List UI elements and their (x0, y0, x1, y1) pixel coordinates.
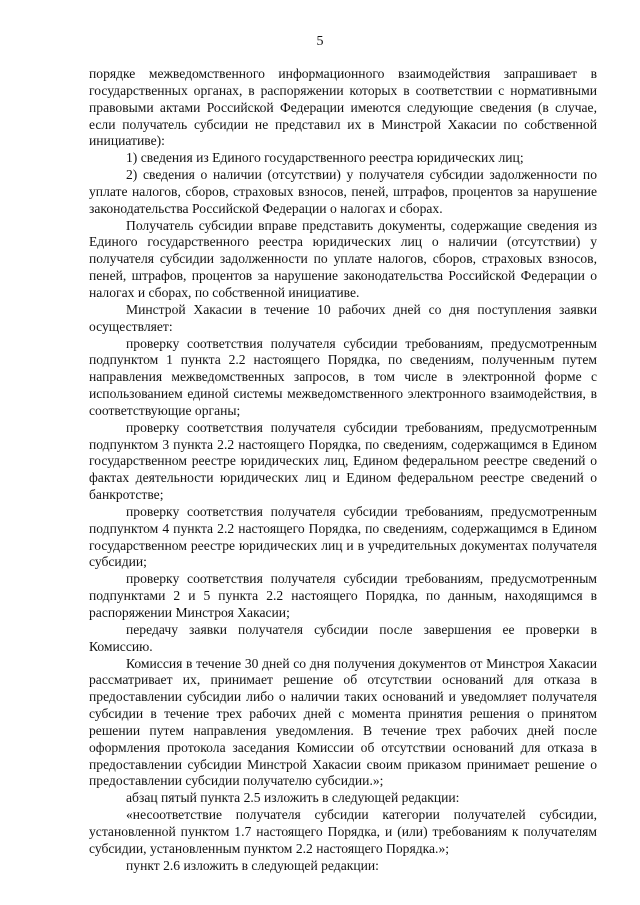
paragraph: передачу заявки получателя субсидии после завершения ее проверки в Комиссию. (89, 621, 597, 654)
paragraph: порядке межведомственного информационного взаимодействия запрашивает в государственных органах, в распоряжении которых в соответствии с нормативными правовыми актами Российской Федерации имеются следующие сведения (в случае, если получатель субсидии не представил их в Минстрой Хакасии по собственной инициативе): (89, 66, 597, 149)
paragraph: проверку соответствия получателя субсидии требованиям, предусмотренным подпунктом 3 пункта 2.2 настоящего Порядка, по сведениям, содержащимся в Едином государственном реестре юридических лиц, Едином федеральном реестре сведений о фактах деятельности юридических лиц и Едином федеральном реестре сведений о банкротстве; (89, 419, 597, 503)
paragraph: «несоответствие получателя субсидии категории получателей субсидии, установленной пунктом 1.7 настоящего Порядка, и (или) требованиям к получателям субсидии, установленным пунктом 2.2 настоящего Порядка.»; (89, 807, 597, 856)
page-number: 5 (316, 34, 324, 49)
paragraph: абзац пятый пункта 2.5 изложить в следующей редакции: (126, 790, 460, 806)
paragraph: Получатель субсидии вправе представить документы, содержащие сведения из Единого государственного реестра юридических лиц о наличии (отсутствии) у получателя субсидии задолженности по уплате налогов, сборов, страховых взносов, пеней, штрафов, процентов за нарушение законодательства Российской Федерации о налогах и сборах, по собственной инициативе. (89, 217, 597, 300)
paragraph: проверку соответствия получателя субсидии требованиям, предусмотренным подпунктом 1 пункта 2.2 настоящего Порядка, по сведениям, полученным путем направления межведомственных запросов, в том числе в электронной форме с использованием единой системы межведомственного электронного взаимодействия, в соответствующие органы; (89, 335, 597, 418)
paragraph: 2) сведения о наличии (отсутствии) у получателя субсидии задолженности по уплате налогов, сборов, страховых взносов, пеней, штрафов, процентов за нарушение законодательства Российской Федерации о налогах и сборах. (89, 167, 597, 216)
paragraph: 1) сведения из Единого государственного реестра юридических лиц; (126, 150, 524, 166)
document-body (89, 66, 597, 875)
paragraph: Минстрой Хакасии в течение 10 рабочих дней со дня поступления заявки осуществляет: (89, 301, 597, 334)
paragraph: Комиссия в течение 30 дней со дня получения документов от Минстроя Хакасии рассматривает их, принимает решение об отсутствии оснований для отказа в предоставлении субсидии либо о наличии таких оснований и уведомляет получателя субсидии в течение трех рабочих дней с момента принятия решения о принятом решении путем направления уведомления. В течение трех рабочих дней после оформления протокола заседания Комиссии об отсутствии оснований для отказа в предоставлении субсидии Минстрой Хакасии своим приказом принимает решение о предоставлении субсидии получателю субсидии.»; (89, 655, 597, 789)
paragraph: проверку соответствия получателя субсидии требованиям, предусмотренным подпунктами 2 и 5 пункта 2.2 настоящего Порядка, по данным, находящимся в распоряжении Минстроя Хакасии; (89, 571, 597, 620)
paragraph: проверку соответствия получателя субсидии требованиям, предусмотренным подпунктом 4 пункта 2.2 настоящего Порядка, по сведениям, содержащимся в Едином государственном реестре юридических лиц и в учредительных документах получателя субсидии; (89, 503, 597, 570)
paragraph: пункт 2.6 изложить в следующей редакции: (126, 857, 379, 873)
